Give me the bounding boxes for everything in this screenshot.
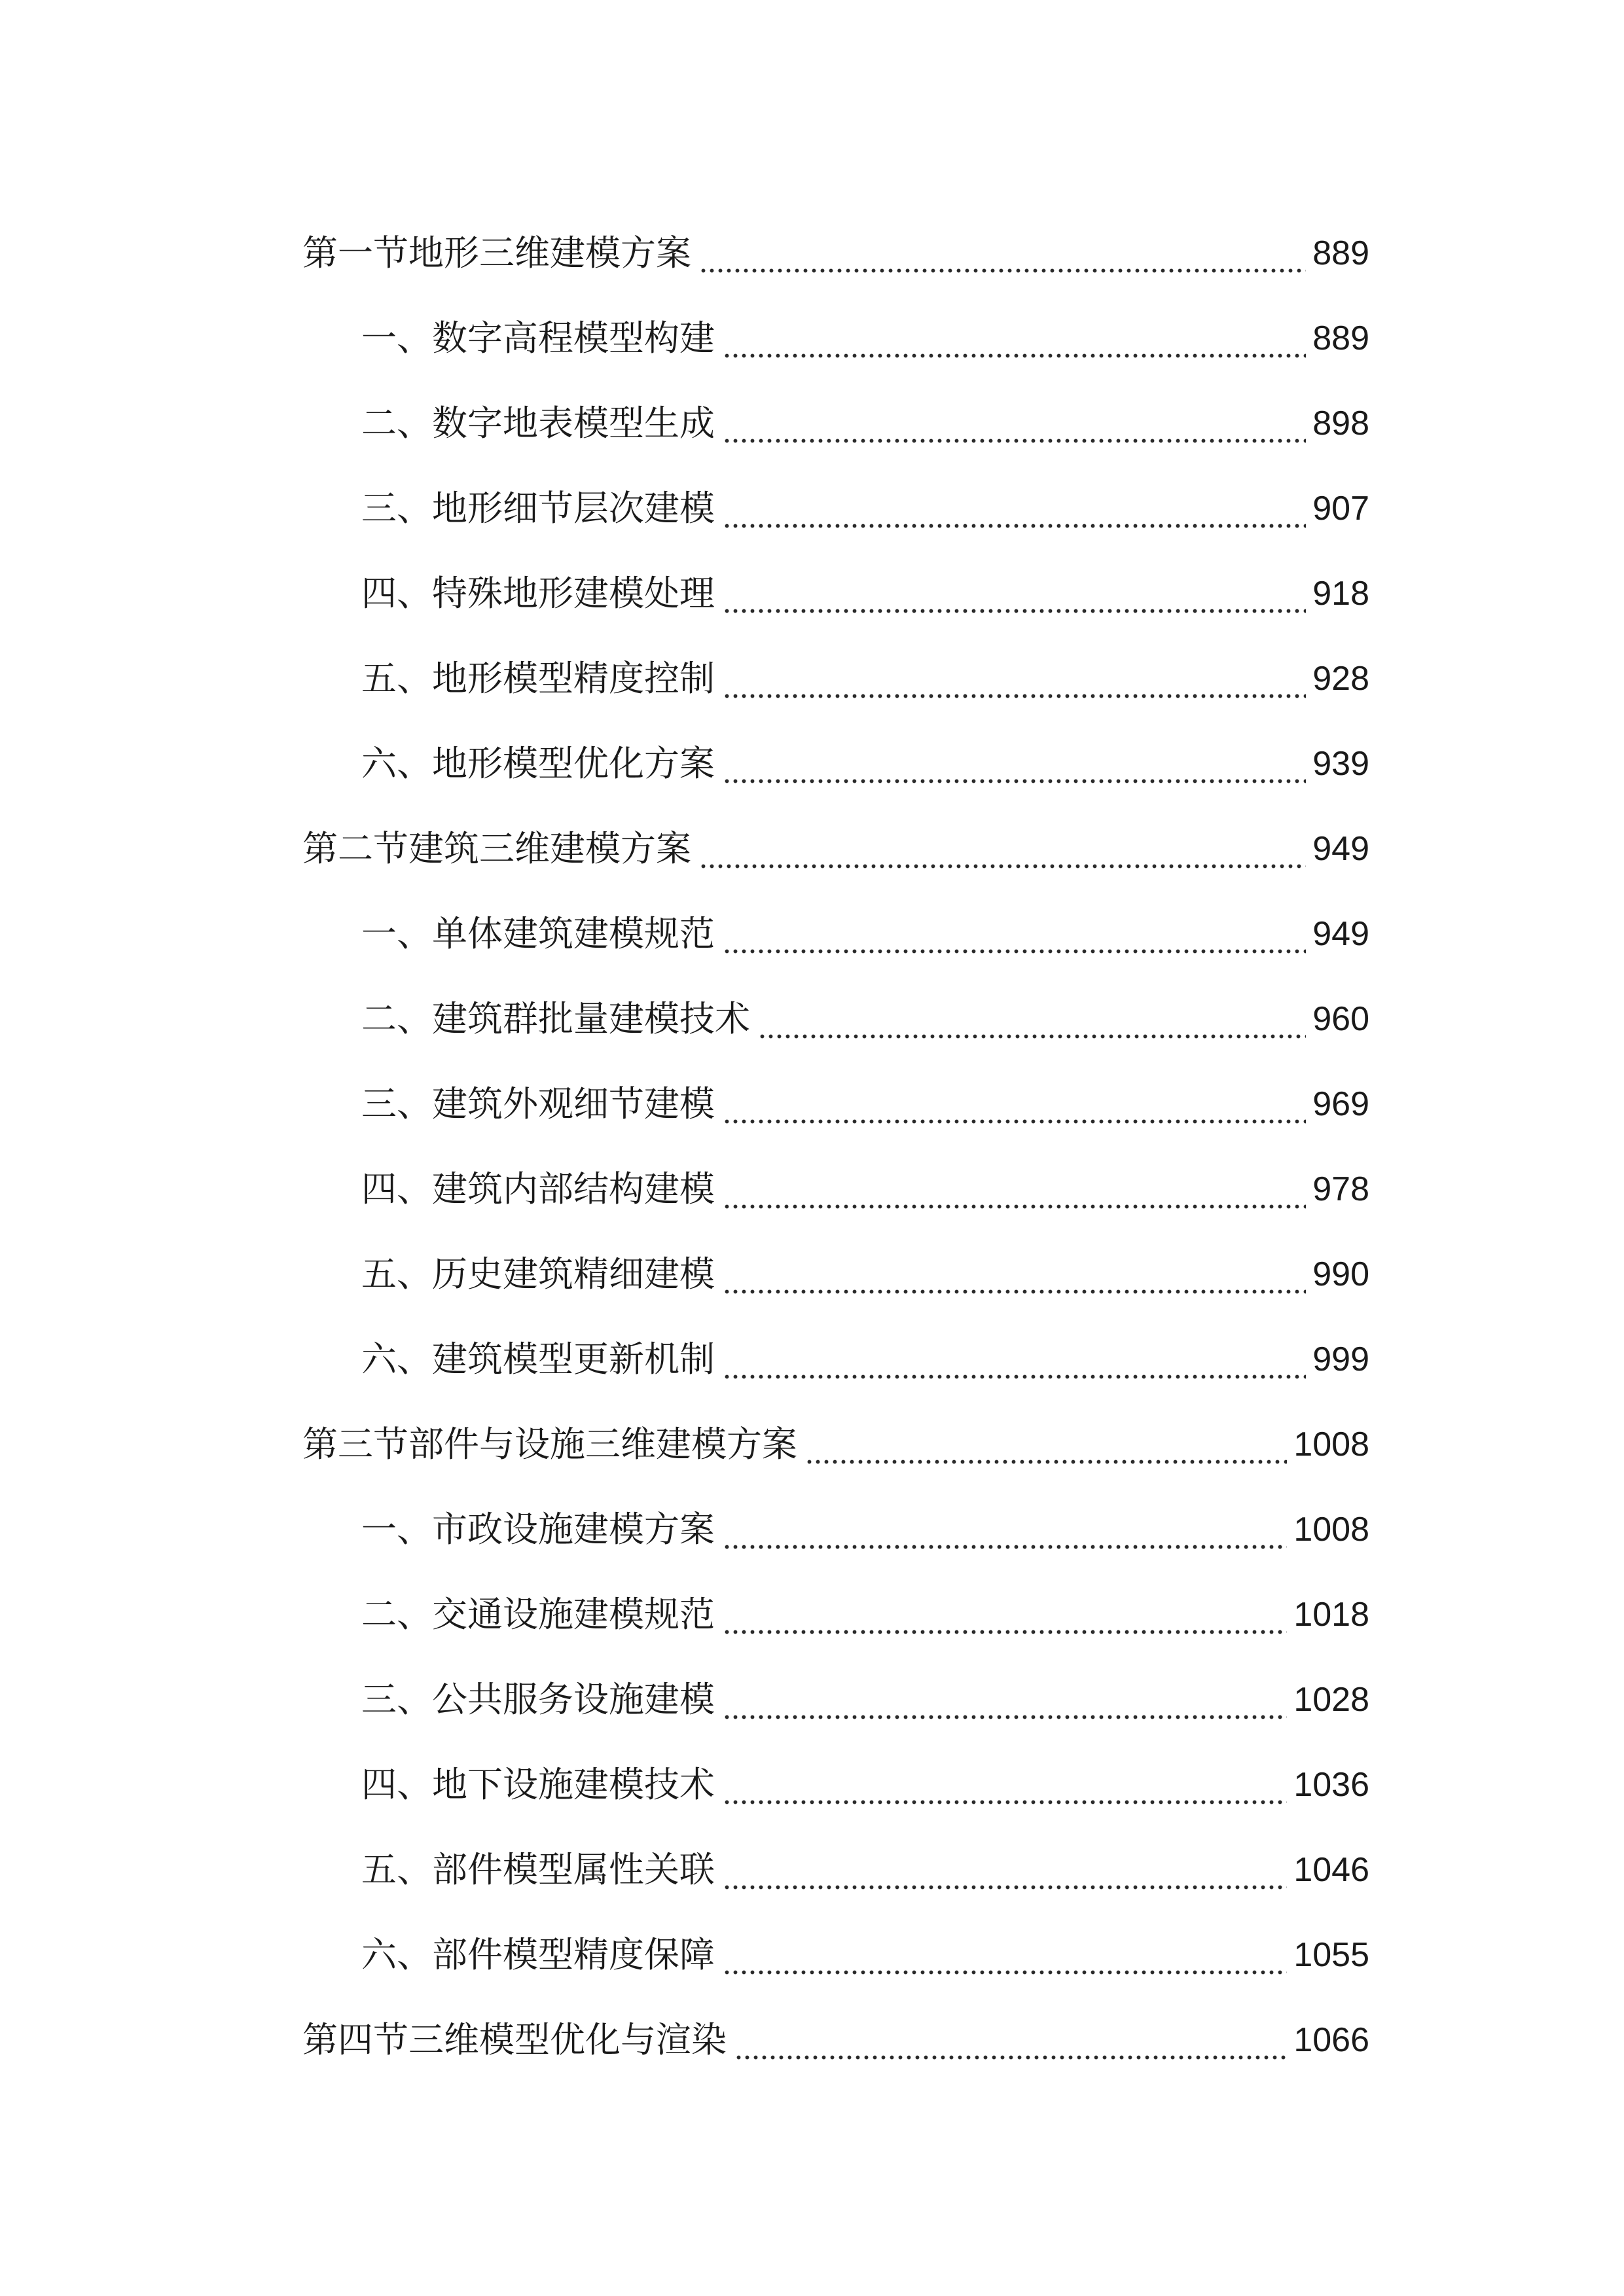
toc-dot-leader [758,1005,1306,1041]
toc-entry[interactable] [302,1572,1369,1657]
toc-entry[interactable] [302,891,1369,977]
toc-dot-leader [723,1175,1306,1211]
toc-dot-leader [723,1941,1287,1977]
toc-entry-page: 898 [1312,404,1369,442]
toc-entry-page: 949 [1312,915,1369,953]
toc-dot-leader [723,325,1306,360]
toc-entry-title: 一、市政设施建模方案 [361,1509,715,1550]
toc-entry-title: 三、公共服务设施建模 [361,1679,715,1720]
toc-entry-title: 四、特殊地形建模处理 [361,573,715,614]
toc-entry-title: 四、建筑内部结构建模 [361,1168,715,1210]
toc-entry-page: 1018 [1293,1596,1369,1634]
toc-dot-leader [723,495,1306,530]
toc-entry-page: 1028 [1293,1681,1369,1719]
toc-entry[interactable] [302,296,1369,381]
toc-entry-page: 999 [1312,1340,1369,1378]
toc-dot-leader [723,1856,1287,1892]
toc-entry-title: 四、地下设施建模技术 [361,1764,715,1805]
toc-dot-leader [805,1431,1287,1466]
toc-entry-title: 第二节建筑三维建模方案 [302,828,691,869]
toc-entry-title: 第三节部件与设施三维建模方案 [302,1424,797,1465]
toc-entry-page: 1036 [1293,1766,1369,1804]
toc-entry[interactable] [302,636,1369,721]
toc-entry-title: 三、地形细节层次建模 [361,488,715,529]
toc-entry-page: 1008 [1293,1426,1369,1463]
toc-dot-leader [723,920,1306,956]
toc-entry[interactable] [302,1317,1369,1402]
toc-entry-page: 1008 [1293,1511,1369,1549]
toc-entry[interactable] [302,551,1369,636]
toc-entry-title: 六、建筑模型更新机制 [361,1338,715,1380]
toc-entry-page: 889 [1312,319,1369,357]
toc-entry[interactable] [302,977,1369,1062]
toc-entry-page: 1055 [1293,1936,1369,1974]
toc-dot-leader [723,1686,1287,1721]
toc-entry-page: 978 [1312,1170,1369,1208]
toc-dot-leader [723,1346,1306,1381]
toc-entry-title: 五、地形模型精度控制 [361,658,715,699]
toc-dot-leader [734,2026,1287,2062]
toc-entry-page: 990 [1312,1255,1369,1293]
toc-entry[interactable] [302,1232,1369,1317]
toc-entry-section-3[interactable] [302,1402,1369,1487]
toc-entry-title: 一、单体建筑建模规范 [361,913,715,954]
toc-entry-page: 960 [1312,1000,1369,1038]
toc-entry[interactable] [302,1487,1369,1572]
toc-entry-title: 六、地形模型优化方案 [361,743,715,784]
toc-entry-section-4[interactable] [302,1998,1369,2083]
toc-entry[interactable] [302,1912,1369,1998]
toc-entry[interactable] [302,1827,1369,1912]
toc-entry-title: 三、建筑外观细节建模 [361,1083,715,1124]
toc-entry-page: 918 [1312,575,1369,613]
toc-dot-leader [723,665,1306,700]
toc-entry-title: 一、数字高程模型构建 [361,317,715,359]
toc-entry-title: 二、数字地表模型生成 [361,403,715,444]
toc-entry-section-2[interactable] [302,806,1369,891]
toc-entry-page: 949 [1312,830,1369,868]
toc-entry-title: 第四节三维模型优化与渲染 [302,2019,727,2060]
table-of-contents [302,211,1369,2083]
toc-entry-title: 二、建筑群批量建模技术 [361,998,750,1039]
toc-entry[interactable] [302,721,1369,806]
toc-dot-leader [723,410,1306,445]
toc-entry-section-1[interactable] [302,211,1369,296]
toc-dot-leader [723,1516,1287,1551]
toc-entry-page: 969 [1312,1085,1369,1123]
toc-entry[interactable] [302,466,1369,551]
toc-entry[interactable] [302,1062,1369,1147]
toc-entry-page: 1046 [1293,1851,1369,1889]
toc-dot-leader [699,240,1306,275]
toc-entry-page: 928 [1312,660,1369,698]
toc-entry[interactable] [302,1742,1369,1827]
toc-entry-title: 第一节地形三维建模方案 [302,232,691,274]
toc-dot-leader [699,835,1306,870]
toc-entry[interactable] [302,381,1369,466]
toc-entry-title: 二、交通设施建模规范 [361,1594,715,1635]
toc-dot-leader [723,580,1306,615]
toc-entry-title: 五、历史建筑精细建模 [361,1253,715,1295]
toc-dot-leader [723,1771,1287,1806]
toc-dot-leader [723,1090,1306,1126]
toc-entry-page: 1066 [1293,2021,1369,2059]
toc-entry[interactable] [302,1147,1369,1232]
toc-entry-page: 907 [1312,490,1369,528]
toc-dot-leader [723,750,1306,785]
toc-entry-title: 五、部件模型属性关联 [361,1849,715,1890]
toc-dot-leader [723,1261,1306,1296]
toc-entry[interactable] [302,1657,1369,1742]
toc-entry-page: 889 [1312,234,1369,272]
toc-entry-title: 六、部件模型精度保障 [361,1934,715,1975]
toc-dot-leader [723,1601,1287,1636]
toc-entry-page: 939 [1312,745,1369,783]
